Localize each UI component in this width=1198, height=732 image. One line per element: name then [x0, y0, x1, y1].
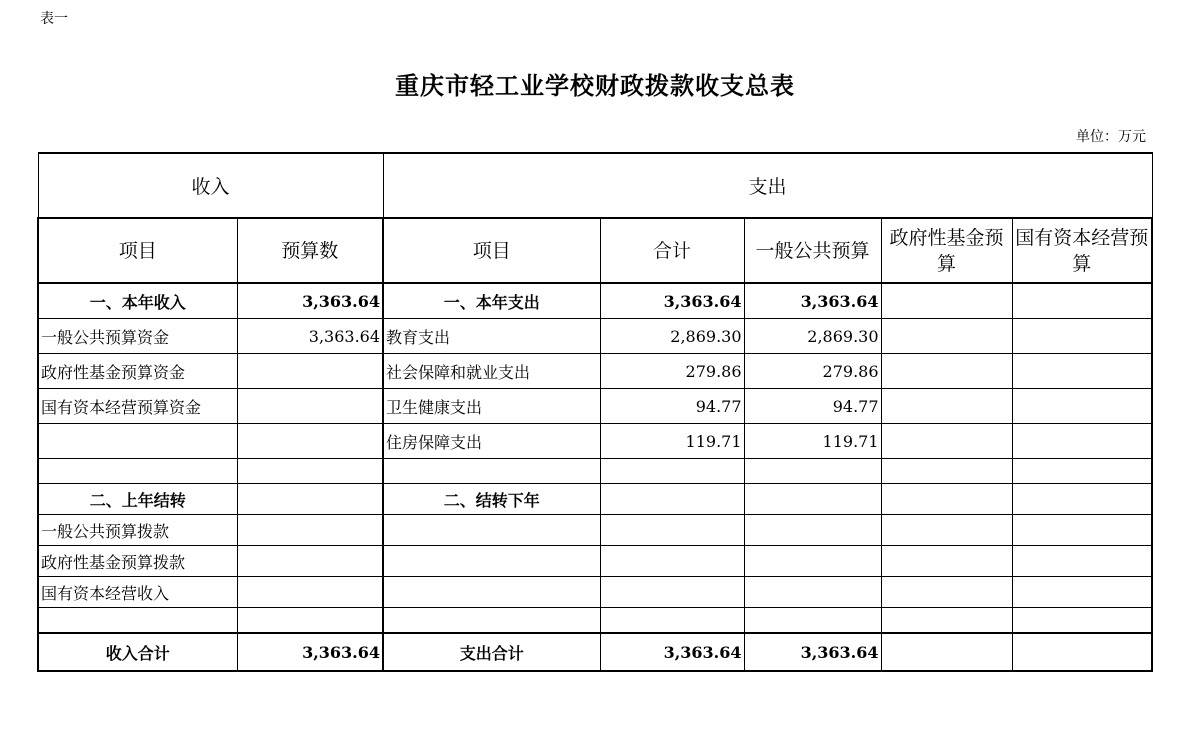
left-value-cell — [237, 389, 383, 424]
general-cell: 94.77 — [744, 389, 881, 424]
table-number: 表一 — [40, 11, 68, 27]
left-item-cell: 政府性基金预算拨款 — [38, 546, 237, 577]
left-value-cell — [237, 354, 383, 389]
right-item-cell: 社会保障和就业支出 — [383, 354, 600, 389]
unit-label: 单位：万元 — [1076, 129, 1146, 145]
state-capital-cell — [1012, 515, 1152, 546]
gov-fund-cell — [881, 608, 1012, 634]
right-item-cell: 住房保障支出 — [383, 424, 600, 459]
left-item-cell — [38, 608, 237, 634]
general-cell — [744, 577, 881, 608]
general-cell — [744, 484, 881, 515]
general-cell: 2,869.30 — [744, 319, 881, 354]
col-header-left-item: 项目 — [38, 218, 237, 283]
left-value-cell — [237, 608, 383, 634]
col-header-state-capital: 国有资本经营预算 — [1012, 218, 1152, 283]
gov-fund-cell — [881, 424, 1012, 459]
income-total-label: 收入合计 — [38, 633, 237, 671]
left-value-cell — [237, 484, 383, 515]
left-value-cell — [237, 459, 383, 484]
left-value-cell: 3,363.64 — [237, 283, 383, 319]
total-cell: 279.86 — [600, 354, 744, 389]
right-item-cell — [383, 608, 600, 634]
state-capital-cell — [1012, 354, 1152, 389]
total-cell: 94.77 — [600, 389, 744, 424]
gov-fund-cell — [881, 283, 1012, 319]
total-cell — [600, 608, 744, 634]
gov-fund-cell — [881, 319, 1012, 354]
table-row — [38, 484, 1152, 515]
general-cell: 3,363.64 — [744, 283, 881, 319]
state-capital-cell — [1012, 546, 1152, 577]
right-item-cell — [383, 577, 600, 608]
left-value-cell — [237, 424, 383, 459]
expense-total-label: 支出合计 — [383, 633, 600, 671]
right-item-cell — [383, 546, 600, 577]
state-capital-cell — [1012, 424, 1152, 459]
left-item-cell: 一般公共预算资金 — [38, 319, 237, 354]
total-cell — [600, 546, 744, 577]
general-cell: 279.86 — [744, 354, 881, 389]
left-value-cell — [237, 546, 383, 577]
gov-fund-cell — [881, 546, 1012, 577]
table-row — [38, 608, 1152, 634]
gov-fund-cell — [881, 515, 1012, 546]
right-item-cell: 卫生健康支出 — [383, 389, 600, 424]
gov-fund-total-value — [881, 633, 1012, 671]
left-item-cell: 政府性基金预算资金 — [38, 354, 237, 389]
right-item-cell — [383, 515, 600, 546]
total-cell — [600, 459, 744, 484]
page-title: 重庆市轻工业学校财政拨款收支总表 — [395, 71, 795, 100]
gov-fund-cell — [881, 577, 1012, 608]
general-cell — [744, 546, 881, 577]
col-header-total: 合计 — [600, 218, 744, 283]
income-header: 收入 — [38, 153, 383, 218]
state-capital-cell — [1012, 389, 1152, 424]
state-capital-total-value — [1012, 633, 1152, 671]
table-row — [38, 283, 1152, 319]
table-row — [38, 459, 1152, 484]
total-cell: 119.71 — [600, 424, 744, 459]
expense-header: 支出 — [383, 153, 1152, 218]
right-item-cell: 二、结转下年 — [383, 484, 600, 515]
table-row — [38, 546, 1152, 577]
left-item-cell — [38, 459, 237, 484]
left-item-cell: 一、本年收入 — [38, 283, 237, 319]
table-row — [38, 577, 1152, 608]
left-item-cell: 二、上年结转 — [38, 484, 237, 515]
total-cell — [600, 484, 744, 515]
left-value-cell — [237, 515, 383, 546]
state-capital-cell — [1012, 283, 1152, 319]
header-row-1 — [38, 153, 1152, 218]
general-cell — [744, 459, 881, 484]
left-item-cell: 国有资本经营收入 — [38, 577, 237, 608]
gov-fund-cell — [881, 389, 1012, 424]
expense-total-value: 3,363.64 — [600, 633, 744, 671]
state-capital-cell — [1012, 319, 1152, 354]
table-row — [38, 424, 1152, 459]
total-cell — [600, 577, 744, 608]
left-value-cell — [237, 577, 383, 608]
income-total-value: 3,363.64 — [237, 633, 383, 671]
right-item-cell: 教育支出 — [383, 319, 600, 354]
state-capital-cell — [1012, 459, 1152, 484]
table-row — [38, 354, 1152, 389]
left-value-cell: 3,363.64 — [237, 319, 383, 354]
left-item-cell: 一般公共预算拨款 — [38, 515, 237, 546]
header-row-2 — [38, 218, 1152, 283]
state-capital-cell — [1012, 484, 1152, 515]
general-cell: 119.71 — [744, 424, 881, 459]
col-header-gov-fund: 政府性基金预算 — [881, 218, 1012, 283]
budget-table — [37, 152, 1153, 672]
table-row — [38, 515, 1152, 546]
general-total-value: 3,363.64 — [744, 633, 881, 671]
gov-fund-cell — [881, 459, 1012, 484]
total-row — [38, 633, 1152, 671]
general-cell — [744, 515, 881, 546]
total-cell — [600, 515, 744, 546]
col-header-budget-num: 预算数 — [237, 218, 383, 283]
left-item-cell: 国有资本经营预算资金 — [38, 389, 237, 424]
gov-fund-cell — [881, 354, 1012, 389]
left-item-cell — [38, 424, 237, 459]
state-capital-cell — [1012, 608, 1152, 634]
col-header-general-budget: 一般公共预算 — [744, 218, 881, 283]
total-cell: 3,363.64 — [600, 283, 744, 319]
right-item-cell: 一、本年支出 — [383, 283, 600, 319]
gov-fund-cell — [881, 484, 1012, 515]
total-cell: 2,869.30 — [600, 319, 744, 354]
state-capital-cell — [1012, 577, 1152, 608]
general-cell — [744, 608, 881, 634]
right-item-cell — [383, 459, 600, 484]
table-row — [38, 319, 1152, 354]
col-header-right-item: 项目 — [383, 218, 600, 283]
table-row — [38, 389, 1152, 424]
